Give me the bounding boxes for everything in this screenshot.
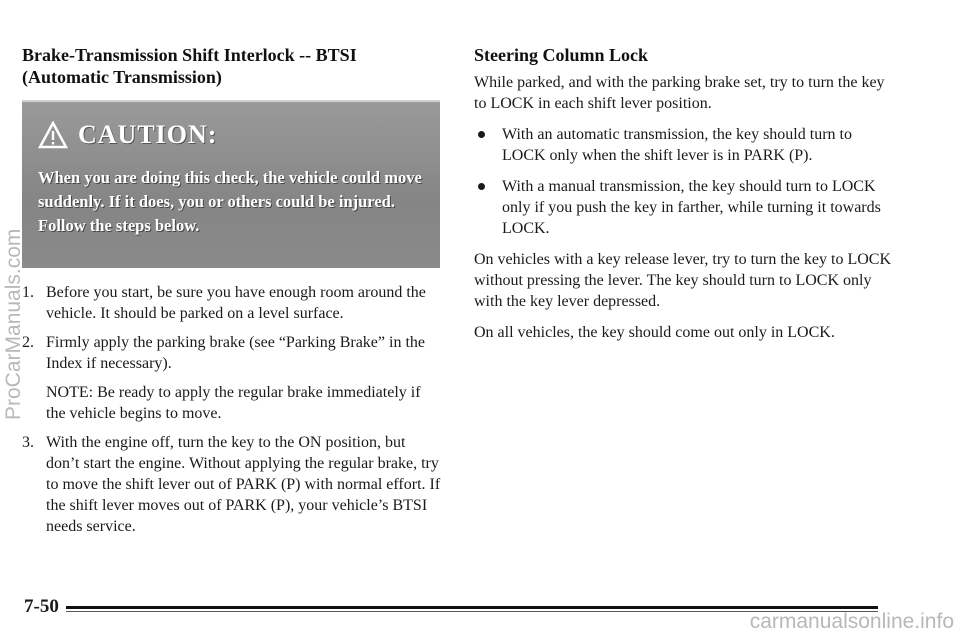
- steps-list: [22, 282, 442, 537]
- bullet-text: With an automatic transmission, the key should turn to LOCK only when the shift lever is in PARK (P).: [502, 126, 852, 164]
- bullet-dot: [478, 131, 485, 138]
- heading-line-1: Brake-Transmission Shift Interlock -- BTSI: [22, 45, 357, 65]
- heading-line-2: (Automatic Transmission): [22, 67, 222, 87]
- step-text: Before you start, be sure you have enough room around the vehicle. It should be parked on a level surface.: [46, 284, 426, 322]
- step-text: With the engine off, turn the key to the ON position, but don’t start the engine. Without applying the regular brake, try to move the shift lever out of PARK (P) with normal effort. If the shift lever moves out of PARK (P), your vehicle’s BTSI needs service.: [46, 434, 441, 535]
- caution-header: [38, 112, 426, 158]
- bottom-watermark: carmanualsonline.info: [749, 610, 954, 633]
- caution-title: CAUTION:: [78, 120, 218, 149]
- step-item: [22, 282, 442, 324]
- section-heading-steering-lock: Steering Column Lock: [474, 45, 649, 65]
- note-text: NOTE: Be ready to apply the regular brake immediately if the vehicle begins to move.: [46, 384, 421, 422]
- step-text: Firmly apply the parking brake (see “Parking Brake” in the Index if necessary).: [46, 334, 425, 372]
- bullet-dot: [478, 183, 485, 190]
- intro-paragraph: While parked, and with the parking brake set, try to turn the key to LOCK in each shift lever position.: [474, 74, 885, 112]
- bullet-text: With a manual transmission, the key should turn to LOCK only if you push the key in farther, while turning it towards LOCK.: [502, 178, 881, 237]
- note-item: [22, 382, 442, 424]
- bullet-item: [474, 124, 894, 166]
- left-column: [22, 44, 442, 545]
- page-number: 7-50: [24, 596, 59, 617]
- step-number: 2.: [22, 334, 34, 351]
- right-column: [474, 44, 894, 353]
- step-item: [22, 332, 442, 374]
- bullet-item: [474, 176, 894, 239]
- caution-box: [22, 100, 440, 268]
- bullet-list: [474, 124, 894, 239]
- step-item: [22, 432, 442, 537]
- step-number: 3.: [22, 434, 34, 451]
- caution-text: When you are doing this check, the vehicle could move suddenly. If it does, you or others could be injured. Follow the steps below.: [38, 168, 422, 235]
- all-vehicles-paragraph: On all vehicles, the key should come out only in LOCK.: [474, 324, 835, 341]
- side-watermark: ProCarManuals.com: [2, 228, 25, 420]
- warning-triangle-icon: [38, 121, 68, 149]
- section-heading-btsi: [22, 44, 442, 88]
- step-number: 1.: [22, 284, 34, 301]
- footer-rule: [66, 606, 878, 609]
- key-release-paragraph: On vehicles with a key release lever, try to turn the key to LOCK without pressing the lever. The key should turn to LOCK only with the key lever depressed.: [474, 251, 892, 310]
